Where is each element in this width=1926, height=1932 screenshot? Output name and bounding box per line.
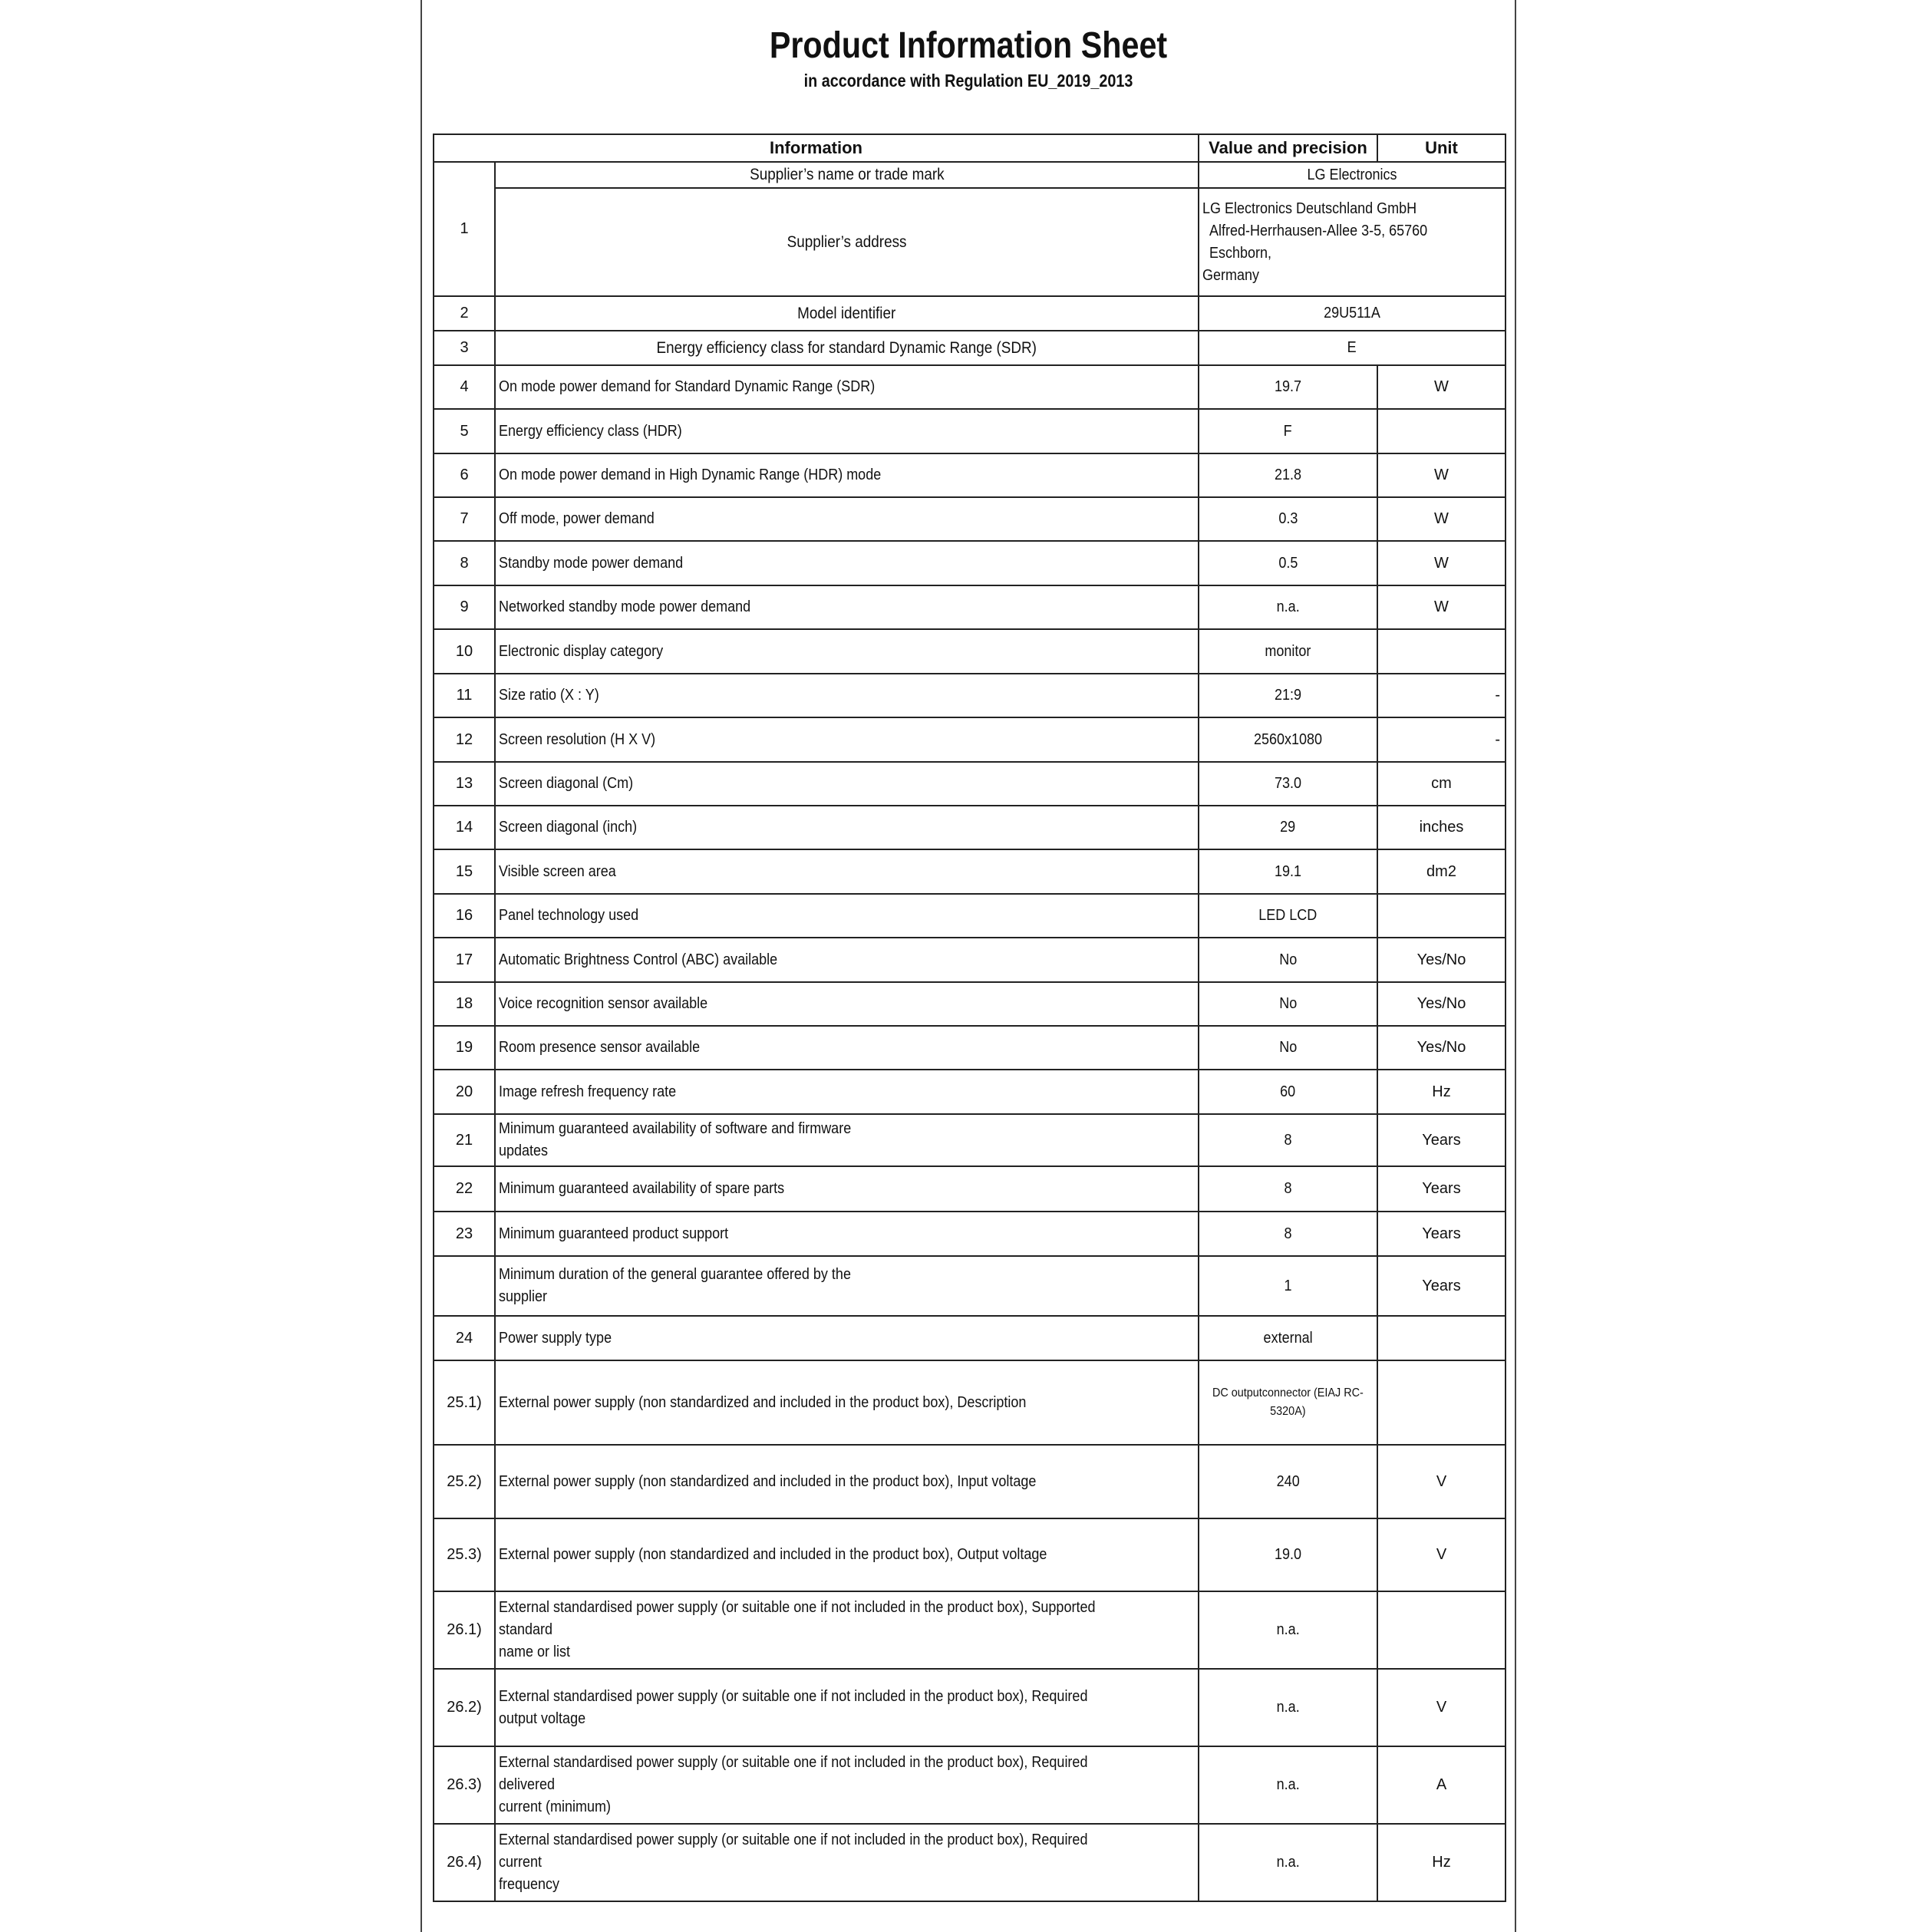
table-row <box>434 1114 1506 1166</box>
row-value: 2560x1080 <box>1253 730 1323 748</box>
table-row <box>434 1518 1506 1591</box>
table-header-row <box>434 134 1506 162</box>
row-unit <box>1377 894 1506 938</box>
row-label: Minimum guaranteed availability of spare parts <box>499 1180 785 1197</box>
row-label: Voice recognition sensor available <box>499 995 708 1012</box>
row-number: 16 <box>434 894 495 938</box>
row-label <box>495 296 1199 331</box>
row-value: No <box>1278 951 1298 968</box>
row-number: 24 <box>434 1316 495 1360</box>
row-number: 19 <box>434 1026 495 1070</box>
row-label: External power supply (non standardized and included in the product box), Input voltage <box>499 1472 1037 1490</box>
row-value-cell <box>1199 894 1377 938</box>
row-number: 22 <box>434 1166 495 1212</box>
row-unit: V <box>1377 1445 1506 1518</box>
product-information-sheet <box>420 0 1516 1932</box>
row-label: Screen diagonal (inch) <box>499 819 638 836</box>
row-unit: W <box>1377 585 1506 629</box>
row-number: 15 <box>434 849 495 894</box>
row-value: 19.7 <box>1274 378 1302 395</box>
energy-class-sdr-label: Energy efficiency class for standard Dynamic Range (SDR) <box>656 338 1037 357</box>
row-number: 2 <box>434 296 495 331</box>
address-line-1: LG Electronics Deutschland GmbH <box>1202 199 1417 217</box>
table-row <box>434 1070 1506 1114</box>
row-value-cell <box>1199 1824 1377 1901</box>
row-number: 21 <box>434 1114 495 1166</box>
row-number: 17 <box>434 938 495 982</box>
row-value-cell <box>1199 1445 1377 1518</box>
supplier-address-value <box>1199 188 1506 296</box>
row-label: On mode power demand for Standard Dynamic Range (SDR) <box>499 378 876 395</box>
row-label-cell <box>495 1316 1199 1360</box>
row-label: External power supply (non standardized and included in the product box), Description <box>499 1393 1027 1411</box>
column-header-unit: Unit <box>1377 134 1506 162</box>
table-row <box>434 982 1506 1026</box>
table-row <box>434 717 1506 762</box>
row-label: Screen resolution (H X V) <box>499 730 656 748</box>
row-unit: - <box>1377 717 1506 762</box>
row-number: 14 <box>434 806 495 849</box>
row-number: 18 <box>434 982 495 1026</box>
row-label: Visible screen area <box>499 862 616 880</box>
row-unit: Years <box>1377 1256 1506 1316</box>
row-value: DC outputconnector (EIAJ RC- 5320A) <box>1212 1386 1364 1418</box>
row-value-cell <box>1199 1256 1377 1316</box>
row-label: Electronic display category <box>499 642 664 660</box>
table-row <box>434 1316 1506 1360</box>
row-value-cell <box>1199 1070 1377 1114</box>
row-value: 60 <box>1280 1083 1296 1100</box>
row-number: 13 <box>434 762 495 806</box>
row-value: n.a. <box>1276 1621 1300 1638</box>
row-number: 20 <box>434 1070 495 1114</box>
row-unit: Yes/No <box>1377 1026 1506 1070</box>
row-unit: cm <box>1377 762 1506 806</box>
row-label-cell <box>495 409 1199 453</box>
model-value: 29U511A <box>1324 305 1380 321</box>
row-value: n.a. <box>1276 1699 1300 1716</box>
row-label: Off mode, power demand <box>499 510 655 527</box>
row-label: Image refresh frequency rate <box>499 1083 677 1100</box>
row-value: 8 <box>1284 1131 1292 1149</box>
row-label: Panel technology used <box>499 907 639 924</box>
row-label-cell <box>495 1518 1199 1591</box>
row-number: 4 <box>434 365 495 409</box>
row-label: Power supply type <box>499 1329 612 1347</box>
row-label-cell <box>495 1445 1199 1518</box>
row-label-cell <box>495 717 1199 762</box>
row-label-cell <box>495 674 1199 717</box>
row-value: 19.1 <box>1274 862 1302 880</box>
table-row <box>434 938 1506 982</box>
row-value-cell <box>1199 1669 1377 1746</box>
row-value: 73.0 <box>1274 775 1302 792</box>
table-row <box>434 1591 1506 1669</box>
row-value: No <box>1278 1039 1298 1056</box>
row-value-cell <box>1199 1026 1377 1070</box>
column-header-information: Information <box>434 134 1199 162</box>
model-label: Model identifier <box>797 304 896 322</box>
row-label-cell <box>495 1591 1199 1669</box>
row-label-cell <box>495 541 1199 585</box>
row-label-cell <box>495 1026 1199 1070</box>
row-label-cell <box>495 497 1199 541</box>
row-value <box>1199 162 1506 188</box>
row-number: 3 <box>434 331 495 365</box>
row-label-cell <box>495 365 1199 409</box>
row-value-cell <box>1199 1114 1377 1166</box>
row-label-cell <box>495 1256 1199 1316</box>
row-value-cell <box>1199 453 1377 497</box>
row-number: 23 <box>434 1212 495 1256</box>
row-label-cell <box>495 806 1199 849</box>
row-value: F <box>1284 422 1292 440</box>
row-value: monitor <box>1265 642 1311 660</box>
row-label: Minimum duration of the general guarantee offered by the supplier <box>499 1266 851 1305</box>
row-unit: W <box>1377 365 1506 409</box>
table-row <box>434 453 1506 497</box>
row-unit: V <box>1377 1669 1506 1746</box>
row-number: 26.4) <box>434 1824 495 1901</box>
row-value: 240 <box>1276 1472 1300 1490</box>
table-row <box>434 1212 1506 1256</box>
row-label-cell <box>495 1166 1199 1212</box>
row-unit <box>1377 1360 1506 1445</box>
row-value-cell <box>1199 585 1377 629</box>
column-header-value: Value and precision <box>1199 134 1377 162</box>
row-unit: A <box>1377 1746 1506 1824</box>
row-unit: Years <box>1377 1166 1506 1212</box>
row-label-cell <box>495 1746 1199 1824</box>
row-label: Minimum guaranteed availability of software and firmware updates <box>499 1120 852 1159</box>
row-value: No <box>1278 995 1298 1012</box>
address-line-3: Germany <box>1202 266 1260 284</box>
supplier-address-label: Supplier’s address <box>787 232 907 251</box>
page-title: Product Information Sheet <box>769 25 1168 66</box>
row-value: 8 <box>1284 1225 1292 1242</box>
row-value-cell <box>1199 1518 1377 1591</box>
row-number: 25.3) <box>434 1518 495 1591</box>
row-unit: V <box>1377 1518 1506 1591</box>
row-label-cell <box>495 1824 1199 1901</box>
table-row <box>434 849 1506 894</box>
information-table <box>433 134 1506 1902</box>
row-value: n.a. <box>1276 1776 1300 1793</box>
table-row-model <box>434 296 1506 331</box>
table-row <box>434 629 1506 674</box>
row-value-cell <box>1199 1212 1377 1256</box>
table-row <box>434 1669 1506 1746</box>
row-label <box>495 188 1199 296</box>
row-label: External standardised power supply (or suitable one if not included in the product box), Supported standard name or list <box>499 1599 1096 1660</box>
row-label-cell <box>495 629 1199 674</box>
row-unit: Hz <box>1377 1824 1506 1901</box>
row-value-cell <box>1199 1166 1377 1212</box>
row-label: External standardised power supply (or suitable one if not included in the product box), Required output voltage <box>499 1687 1088 1727</box>
supplier-name-value: LG Electronics <box>1307 166 1397 183</box>
row-unit <box>1377 1591 1506 1669</box>
row-label-cell <box>495 762 1199 806</box>
row-number: 8 <box>434 541 495 585</box>
row-value-cell <box>1199 762 1377 806</box>
row-unit <box>1377 629 1506 674</box>
table-row <box>434 365 1506 409</box>
row-unit: W <box>1377 453 1506 497</box>
row-number: 5 <box>434 409 495 453</box>
table-row <box>434 674 1506 717</box>
row-value-cell <box>1199 1746 1377 1824</box>
address-line-2: Alfred-Herrhausen-Allee 3-5, 65760 Eschborn, <box>1209 222 1428 262</box>
row-label: On mode power demand in High Dynamic Range (HDR) mode <box>499 467 882 483</box>
table-row <box>434 541 1506 585</box>
row-value-cell <box>1199 409 1377 453</box>
row-value-cell <box>1199 1360 1377 1445</box>
row-value: external <box>1263 1329 1313 1347</box>
row-label-cell <box>495 1070 1199 1114</box>
table-row <box>434 806 1506 849</box>
row-label: Automatic Brightness Control (ABC) available <box>499 951 778 968</box>
row-number: 26.2) <box>434 1669 495 1746</box>
row-label: External standardised power supply (or suitable one if not included in the product box), Required current frequency <box>499 1831 1088 1893</box>
row-value-cell <box>1199 1591 1377 1669</box>
row-label-cell <box>495 1114 1199 1166</box>
row-label-cell <box>495 1360 1199 1445</box>
row-label: External standardised power supply (or suitable one if not included in the product box), Required delivered current (minimum) <box>499 1754 1088 1815</box>
table-row <box>434 762 1506 806</box>
row-number: 7 <box>434 497 495 541</box>
row-unit: Yes/No <box>1377 938 1506 982</box>
table-row <box>434 1445 1506 1518</box>
row-value-cell <box>1199 717 1377 762</box>
table-row <box>434 497 1506 541</box>
row-label: Minimum guaranteed product support <box>499 1225 729 1242</box>
row-unit <box>1377 409 1506 453</box>
row-number: 25.2) <box>434 1445 495 1518</box>
table-row <box>434 1166 1506 1212</box>
row-unit: W <box>1377 497 1506 541</box>
row-value: 0.3 <box>1278 510 1298 527</box>
row-label: Networked standby mode power demand <box>499 598 751 615</box>
table-row <box>434 1256 1506 1316</box>
row-value: LED LCD <box>1258 907 1318 924</box>
row-value: 21.8 <box>1274 467 1302 483</box>
row-unit: W <box>1377 541 1506 585</box>
row-label <box>495 162 1199 188</box>
row-value-cell <box>1199 806 1377 849</box>
row-value <box>1199 296 1506 331</box>
row-value <box>1199 331 1506 365</box>
row-unit: Yes/No <box>1377 982 1506 1026</box>
supplier-name-label: Supplier’s name or trade mark <box>749 166 945 183</box>
row-label: Energy efficiency class (HDR) <box>499 422 682 440</box>
energy-class-sdr-value: E <box>1347 339 1357 356</box>
row-value: 29 <box>1280 819 1296 836</box>
row-value-cell <box>1199 938 1377 982</box>
table-row <box>434 894 1506 938</box>
table-row-supplier-address <box>434 188 1506 296</box>
row-label-cell <box>495 938 1199 982</box>
row-value-cell <box>1199 541 1377 585</box>
table-row <box>434 1824 1506 1901</box>
row-value: n.a. <box>1276 1854 1300 1871</box>
row-label: Size ratio (X : Y) <box>499 687 599 704</box>
row-value: 21:9 <box>1274 687 1302 704</box>
row-number: 25.1) <box>434 1360 495 1445</box>
row-number: 26.1) <box>434 1591 495 1669</box>
row-number: 6 <box>434 453 495 497</box>
row-value-cell <box>1199 365 1377 409</box>
row-number <box>434 1256 495 1316</box>
table-row-supplier-name <box>434 162 1506 188</box>
row-value: 8 <box>1284 1180 1292 1197</box>
row-value-cell <box>1199 1316 1377 1360</box>
row-value-cell <box>1199 629 1377 674</box>
row-label: Room presence sensor available <box>499 1039 701 1056</box>
row-label-cell <box>495 982 1199 1026</box>
page-subtitle: in accordance with Regulation EU_2019_2013 <box>803 71 1133 91</box>
row-number: 10 <box>434 629 495 674</box>
row-value-cell <box>1199 674 1377 717</box>
table-row-energy-class-sdr <box>434 331 1506 365</box>
row-value-cell <box>1199 497 1377 541</box>
row-value: 0.5 <box>1278 554 1298 572</box>
table-row <box>434 1746 1506 1824</box>
row-label-cell <box>495 453 1199 497</box>
row-number: 12 <box>434 717 495 762</box>
row-unit: dm2 <box>1377 849 1506 894</box>
row-number: 1 <box>434 162 495 296</box>
row-label-cell <box>495 1669 1199 1746</box>
row-number: 11 <box>434 674 495 717</box>
row-value: 19.0 <box>1274 1546 1302 1563</box>
row-value: 1 <box>1284 1277 1292 1294</box>
row-unit: inches <box>1377 806 1506 849</box>
row-label: Screen diagonal (Cm) <box>499 775 634 792</box>
table-row <box>434 1026 1506 1070</box>
row-value-cell <box>1199 982 1377 1026</box>
row-label: External power supply (non standardized and included in the product box), Output voltage <box>499 1546 1047 1563</box>
row-unit: Hz <box>1377 1070 1506 1114</box>
row-unit: Years <box>1377 1114 1506 1166</box>
row-label: Standby mode power demand <box>499 554 684 572</box>
row-number: 9 <box>434 585 495 629</box>
row-unit <box>1377 1316 1506 1360</box>
row-label-cell <box>495 1212 1199 1256</box>
row-value: n.a. <box>1276 598 1300 615</box>
table-body <box>434 162 1506 1901</box>
row-label-cell <box>495 849 1199 894</box>
row-number: 26.3) <box>434 1746 495 1824</box>
table-row <box>434 1360 1506 1445</box>
row-value-cell <box>1199 849 1377 894</box>
row-unit: - <box>1377 674 1506 717</box>
table-row <box>434 585 1506 629</box>
row-unit: Years <box>1377 1212 1506 1256</box>
row-label <box>495 331 1199 365</box>
row-label-cell <box>495 894 1199 938</box>
table-row <box>434 409 1506 453</box>
row-label-cell <box>495 585 1199 629</box>
